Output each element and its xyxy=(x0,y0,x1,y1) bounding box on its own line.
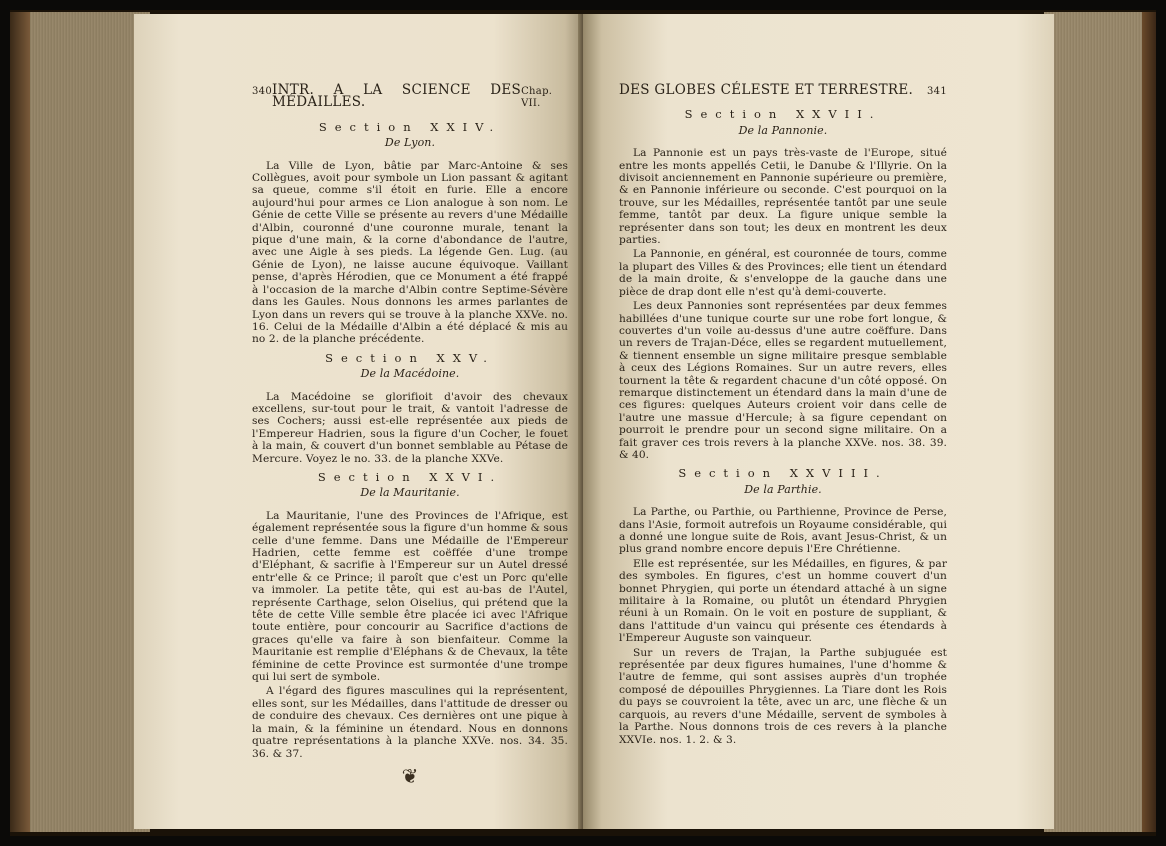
section-heading: Section XXV. xyxy=(325,350,495,365)
paragraph: Sur un revers de Trajan, la Parthe subjuguée est représentée par deux figures humaines, l'une d'homme & l'autre de femme, qui sont assises auprès d'un trophée composé de dépouilles Phrygiennes. La Tiare dont les Rois du pays se couvroient la tête, avec un arc, une flèche & un carquois, au revers d'une Médaille, servent de symboles à la Parthe. Nous donnons trois de ces revers à la planche XXVIe. nos. 1. 2. & 3. xyxy=(619,646,947,746)
section-heading: Section XXVII. xyxy=(684,107,882,122)
section-subtitle: De la Parthie. xyxy=(744,482,822,496)
chapter-label: Chap. VII. xyxy=(521,86,553,110)
left-running-head xyxy=(252,84,568,111)
right-page-content xyxy=(619,84,947,748)
section-subtitle: De Lyon. xyxy=(384,136,436,150)
section-subtitle: De la Macédoine. xyxy=(360,367,460,381)
fleuron-ornament-icon: ❦ xyxy=(401,763,419,788)
right-page xyxy=(583,14,1054,829)
paragraph: La Macédoine se glorifioit d'avoir des chevaux excellens, sur-tout pour le trait, & vantoit l'adresse de ses Cochers; aussi est-elle représentée aux pieds de l'Empereur Hadrien, sous la figure d'un Cocher, le fouet à la main, & couvert d'un bonnet semblable au Pétase de Mercure. Voyez le no. 33. de la planche XXVe. xyxy=(252,390,568,465)
section-subtitle: De la Mauritanie. xyxy=(360,486,460,500)
right-page-edges xyxy=(1044,12,1156,832)
paragraph: Elle est représentée, sur les Médailles, en figures, & par des symboles. En figures, c'est un homme couvert d'un bonnet Phrygien, qui porte un étendard attaché à un signe militaire à la Romaine, ou plutôt un étendard Phrygien réuni à un Romain. On le voit en posture de suppliant, & dans l'attitude d'un vaincu qui présente ces étendards à l'Empereur Auguste son vainqueur. xyxy=(619,557,947,645)
section-heading: Section XXIV. xyxy=(318,119,502,134)
left-page xyxy=(134,14,583,829)
paragraph: La Ville de Lyon, bâtie par Marc-Antoine & ses Collègues, avoit pour symbole un Lion passant & agitant sa queue, comme s'il étoit en furie. Elle a encore aujourd'hui pour armes ce Lion analogue à son nom. Le Génie de cette Ville se présente au revers d'une Médaille d'Albin, couronné d'une couronne murale, tenant la pique d'une main, & la corne d'abondance de l'autre, avec une Aigle à ses pieds. La légende Gen. Lug. (au Génie de Lyon), ne laisse aucune équivoque. Vaillant pense, d'après Hérodien, que ce Monument a été frappé à l'occasion de la marche d'Albin contre Septime-Sévère dans les Gaules. Nous donnons les armes parlantes de Lyon dans un revers qui se trouve à la planche XXVe. no. 16. Celui de la Médaille d'Albin a été déplacé & mis au no 2. de la planche précédente. xyxy=(252,159,568,346)
paragraph: La Parthe, ou Parthie, ou Parthienne, Province de Perse, dans l'Asie, formoit autrefois un Royaume considérable, qui a donné une longue suite de Rois, avant Jesus-Christ, & un plus grand nombre encore depuis l'Ere Chrétienne. xyxy=(619,506,947,556)
paragraph: La Mauritanie, l'une des Provinces de l'Afrique, est également représentée sous la figure d'un homme & sous celle d'une femme. Dans une Médaille de l'Empereur Hadrien, cette femme est coëffée d'une trompe d'Eléphant, & sacrifie à l'Empereur sur un Autel dressé entr'elle & ce Prince; il paroît que c'est un Porc qu'elle va immoler. La petite tête, qui est au-bas de l'Autel, représente Carthage, selon Oiselius, qui prétend que la tête de cette Ville semble être placée ici avec l'Afrique toute entière, pour concourir au Sacrifice d'actions de graces qu'elle va faire à son bienfaiteur. Comme la Mauritanie est remplie d'Eléphans & de Chevaux, la tête féminine de cette Province est surmontée d'une trompe qui lui sert de symbole. xyxy=(252,509,568,684)
paragraph: La Pannonie est un pays très-vaste de l'Europe, situé entre les monts appellés Cetii, le Danube & l'Illyrie. On la divisoit anciennement en Pannonie supérieure ou première, & en Pannonie inférieure ou seconde. C'est pourquoi on la trouve, sur les Médailles, représentée tantôt par une seule femme, tantôt par deux. La figure unique semble la représenter dans son tout; les deux en montrent les deux parties. xyxy=(619,147,947,247)
right-running-head xyxy=(619,84,947,98)
paragraph: Les deux Pannonies sont représentées par deux femmes habillées d'une tunique courte sur une robe fort longue, & couvertes d'un voile au-dessus d'une autre coëffure. Dans un revers de Trajan-Déce, elles se regardent mutuellement, & tiennent ensemble un signe militaire presque semblable à ceux des Légions Romaines. Sur un autre revers, elles tournent la tête & regardent chacune d'un côté opposé. On remarque distinctement un étendard dans la main d'une de ces figures: quelques Auteurs croient voir dans celle de l'autre une massue d'Hercule; à sa figure cependant on pourroit le prendre pour un second signe militaire. On a fait graver ces trois revers à la planche XXVe. nos. 38. 39. & 40. xyxy=(619,300,947,461)
section-subtitle: De la Pannonie. xyxy=(738,123,828,137)
running-head-title: INTR. A LA SCIENCE DES MÉDAILLES. xyxy=(272,82,522,111)
paragraph: La Pannonie, en général, est couronnée de tours, comme la plupart des Villes & des Provinces; elle tient un étendard de la main droite, & s'enveloppe de la gauche dans une pièce de drap dont elle n'est qu'à demi-couverte. xyxy=(619,248,947,298)
left-page-content xyxy=(252,82,568,788)
section-heading: Section XXVIII. xyxy=(678,466,888,481)
paragraph: A l'égard des figures masculines qui la représentent, elles sont, sur les Médailles, dans l'attitude de dresser ou de conduire des chevaux. Ces dernières ont une pique à la main, & la féminine un étendard. Nous en donnons quatre représentations à la planche XXVe. nos. 34. 35. 36. & 37. xyxy=(252,685,568,760)
left-page-edges xyxy=(10,12,150,832)
running-head-title: DES GLOBES CÉLESTE ET TERRESTRE. xyxy=(619,82,914,98)
section-heading: Section XXVI. xyxy=(317,469,503,484)
page-number: 340 xyxy=(252,86,272,97)
page-number: 341 xyxy=(927,86,947,97)
